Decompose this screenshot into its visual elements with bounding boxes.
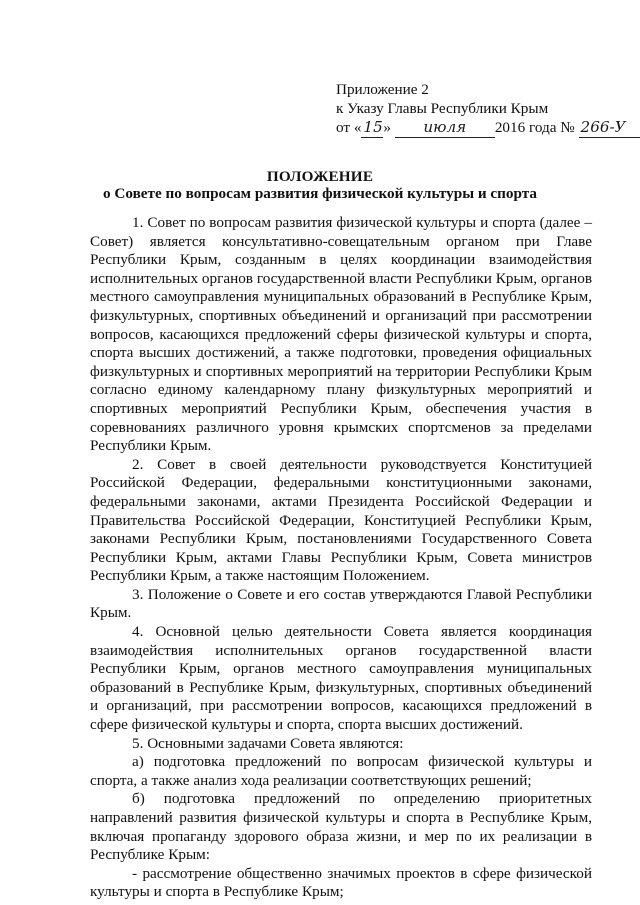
handwritten-day: 15 (363, 118, 383, 136)
appendix-date-line (336, 118, 636, 138)
date-prefix: от « (336, 119, 362, 136)
handwritten-number: 266-У (579, 118, 640, 138)
document-subtitle: о Совете по вопросам развития физической культуры и спорта (103, 185, 537, 202)
date-year-text: 2016 года № (494, 119, 575, 136)
paragraph-5b: б) подготовка предложений по определению приоритетных направлений развития физической культуры и спорта в Республике Крым, включая пропаганду здорового образа жизни, и мер по их реализации в Республике Крым: (90, 790, 592, 864)
date-quote-close: » (383, 119, 392, 136)
paragraph-5b-item: - рассмотрение общественно значимых проектов в сфере физической культуры и спорта в Республике Крым; (90, 864, 592, 901)
handwritten-month: июля (395, 118, 495, 138)
document-body (90, 214, 592, 902)
appendix-line-1: Приложение 2 (336, 81, 429, 98)
paragraph-1: 1. Совет по вопросам развития физической культуры и спорта (далее – Совет) является консультативно-совещательным органом при Главе Республики Крым, созданным в целях координации взаимодействия исполнительных органов государственной власти Республики Крым, органов местного самоуправления муниципальных образований в Республике Крым, физкультурных, спортивных объединений и организаций при рассмотрении вопросов, касающихся предложений сферы физической культуры и спорта, спорта высших достижений, а также подготовки, проведения официальных физкультурных и спортивных мероприятий на территории Республики Крым согласно единому календарному плану физкультурных мероприятий и спортивных мероприятий Республики Крым, обеспечения участия в соревнованиях различного уровня крымских спортсменов за пределами Республики Крым. (90, 214, 592, 455)
appendix-block (336, 80, 636, 138)
paragraph-4: 4. Основной целью деятельности Совета является координация взаимодействия исполнительных органов государственной власти Республики Крым, органов местного самоуправления муниципальных образований в Республике Крым, физкультурных, спортивных объединений и организаций, при рассмотрении вопросов, касающихся предложений в сфере физической культуры и спорта, спорта высших достижений. (90, 623, 592, 734)
document-title: ПОЛОЖЕНИЕ (266, 168, 374, 185)
paragraph-2: 2. Совет в своей деятельности руководствуется Конституцией Российской Федерации, федеральными конституционными законами, федеральными законами, актами Президента Российской Федерации и Правительства Российской Федерации, Конституцией Республики Крым, законами Республики Крым, постановлениями Государственного Совета Республики Крым, актами Главы Республики Крым, Совета министров Республики Крым, а также настоящим Положением. (90, 455, 592, 585)
paragraph-5a: а) подготовка предложений по вопросам физической культуры и спорта, а также анализ хода реализации соответствующих решений; (90, 753, 592, 789)
appendix-line-2: к Указу Главы Республики Крым (336, 100, 549, 117)
paragraph-3: 3. Положение о Совете и его состав утверждаются Главой Республики Крым. (90, 585, 592, 622)
paragraph-5: 5. Основными задачами Совета являются: (132, 734, 404, 752)
